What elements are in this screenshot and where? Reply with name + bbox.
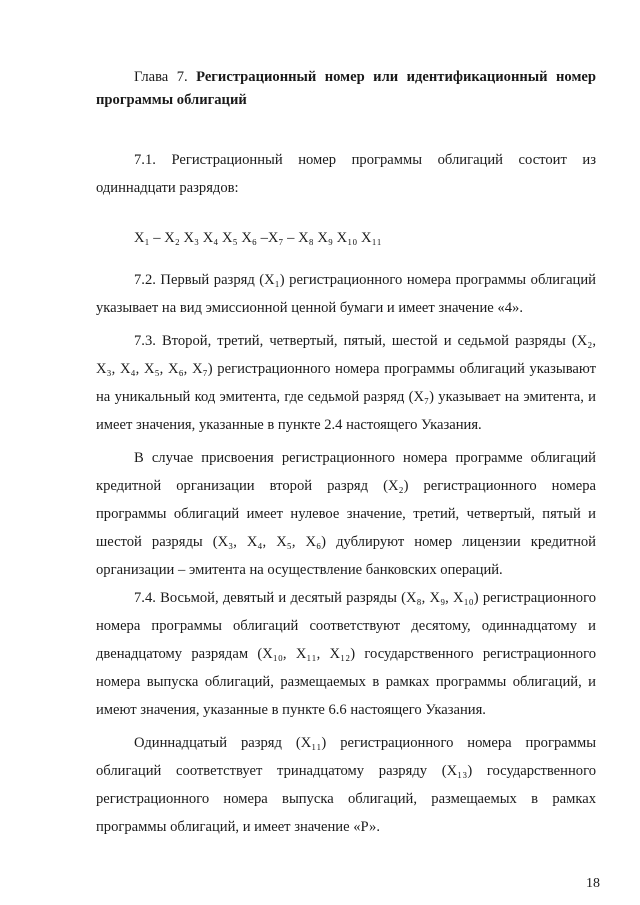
chapter-prefix: Глава 7. bbox=[134, 69, 197, 85]
paragraph-7-2: 7.2. Первый разряд (X₁) регистрационного номера программы облигаций указывает на вид эмиссионной ценной бумаги и имеет значение «4». bbox=[96, 272, 596, 316]
chapter-title: Регистрационный номер или идентификационный номер программы облигаций bbox=[96, 69, 596, 108]
chapter-heading bbox=[96, 66, 596, 112]
page-number: 18 bbox=[586, 876, 600, 891]
paragraph-7-3: 7.3. Второй, третий, четвертый, пятый, шестой и седьмой разряды (X₂, X₃, X₄, X₅, X₆, X₇) регистрационного номера программы облигаций указывают на уникальный код эмитента, где седьмой разряд (X₇) указывает на эмитента, и имеет значения, указанные в пункте 2.4 настоящего Указания. bbox=[96, 333, 596, 433]
paragraph-7-3-b: В случае присвоения регистрационного номера программе облигаций кредитной организации второй разряд (X₂) регистрационного номера программы облигаций имеет нулевое значение, третий, четвертый, пятый и шестой разряды (X₃, X₄, X₅, X₆) дублируют номер лицензии кредитной организации – эмитента на осуществление банковских операций. bbox=[96, 450, 596, 578]
paragraph-7-4-b: Одиннадцатый разряд (X₁₁) регистрационного номера программы облигаций соответствует тринадцатому разряду (X₁₃) государственного регистрационного номера выпуска облигаций, размещаемых в рамках программы облигаций, и имеет значение «Р». bbox=[96, 735, 596, 835]
number-formula: X₁ – X₂ X₃ X₄ X₅ X₆ –X₇ – X₈ X₉ X₁₀ X₁₁ bbox=[134, 230, 382, 246]
paragraph-7-4: 7.4. Восьмой, девятый и десятый разряды (X₈, X₉, X₁₀) регистрационного номера программы облигаций соответствуют десятому, одиннадцатому и двенадцатому разрядам (X₁₀, X₁₁, X₁₂) государственного регистрационного номера выпуска облигаций, размещаемых в рамках программы облигаций, и имеют значения, указанные в пункте 6.6 настоящего Указания. bbox=[96, 590, 596, 718]
paragraph-7-1: 7.1. Регистрационный номер программы облигаций состоит из одиннадцати разрядов: bbox=[96, 152, 596, 196]
document-page bbox=[96, 66, 596, 841]
